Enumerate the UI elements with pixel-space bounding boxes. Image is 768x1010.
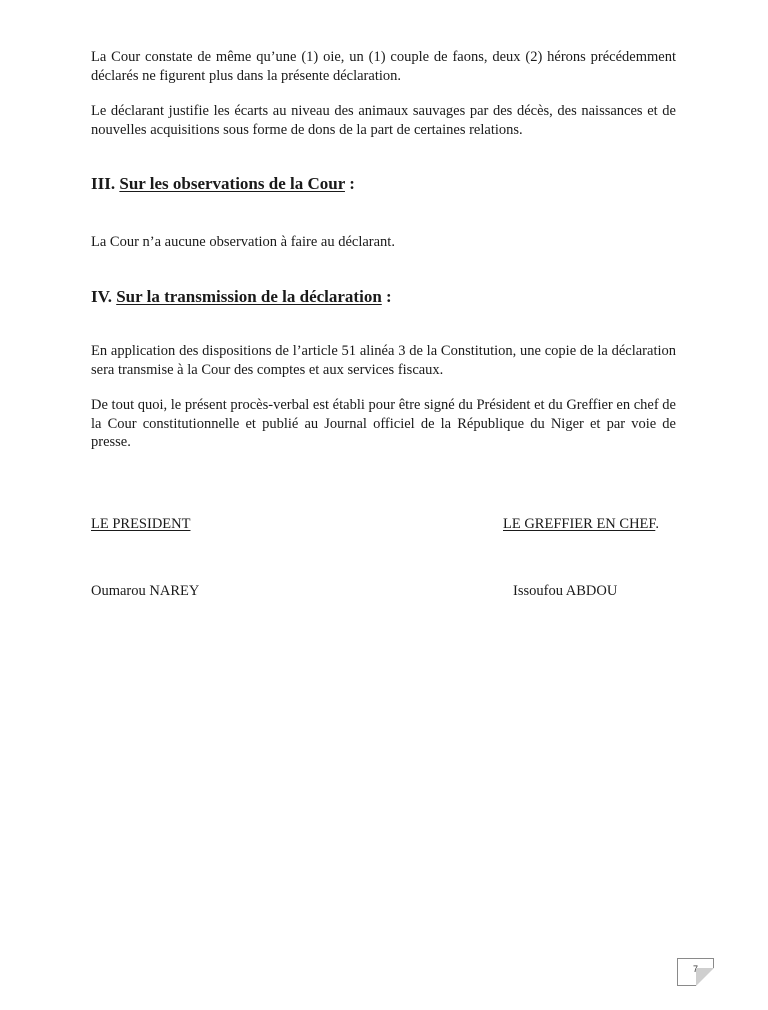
page-number-box xyxy=(677,958,714,986)
section-heading-transmission xyxy=(91,287,392,307)
section-suffix: : xyxy=(381,287,392,306)
section-heading-observations xyxy=(91,174,355,194)
paragraph-missing-animals: La Cour constate de même qu’une (1) oie, un (1) couple de faons, deux (2) hérons précédemment déclarés ne figurent plus dans la présente déclaration. xyxy=(91,49,676,84)
signature-name-president: Oumarou NAREY xyxy=(91,583,200,599)
section-title: Sur les observations de la Cour xyxy=(119,174,345,193)
paragraph-no-observation: La Cour n’a aucune observation à faire au déclarant. xyxy=(91,234,395,250)
signature-title-greffier xyxy=(503,516,659,533)
page-number: 7 xyxy=(692,964,698,974)
paragraph-justification: Le déclarant justifie les écarts au niveau des animaux sauvages par des décès, des naissances et de nouvelles acquisitions sous forme de dons de la part de certaines relations. xyxy=(91,103,676,138)
section-suffix: : xyxy=(344,174,355,193)
section-number: IV. xyxy=(91,287,112,306)
signature-title-greffier-text: LE GREFFIER EN CHEF xyxy=(503,516,656,532)
signature-title-president: LE PRESIDENT xyxy=(91,516,191,532)
paragraph-conclusion: De tout quoi, le présent procès-verbal est établi pour être signé du Président et du Greffier en chef de la Cour constitutionnelle et publié au Journal officiel de la République du Niger et par voie de presse. xyxy=(91,397,676,450)
page-curl-icon xyxy=(696,968,714,986)
section-title: Sur la transmission de la déclaration xyxy=(116,287,382,306)
section-number: III. xyxy=(91,174,116,193)
signature-name-greffier: Issoufou ABDOU xyxy=(513,583,618,599)
paragraph-application: En application des dispositions de l’article 51 alinéa 3 de la Constitution, une copie de la déclaration sera transmise à la Cour des comptes et aux services fiscaux. xyxy=(91,343,676,378)
signature-title-greffier-suffix: . xyxy=(655,516,659,532)
